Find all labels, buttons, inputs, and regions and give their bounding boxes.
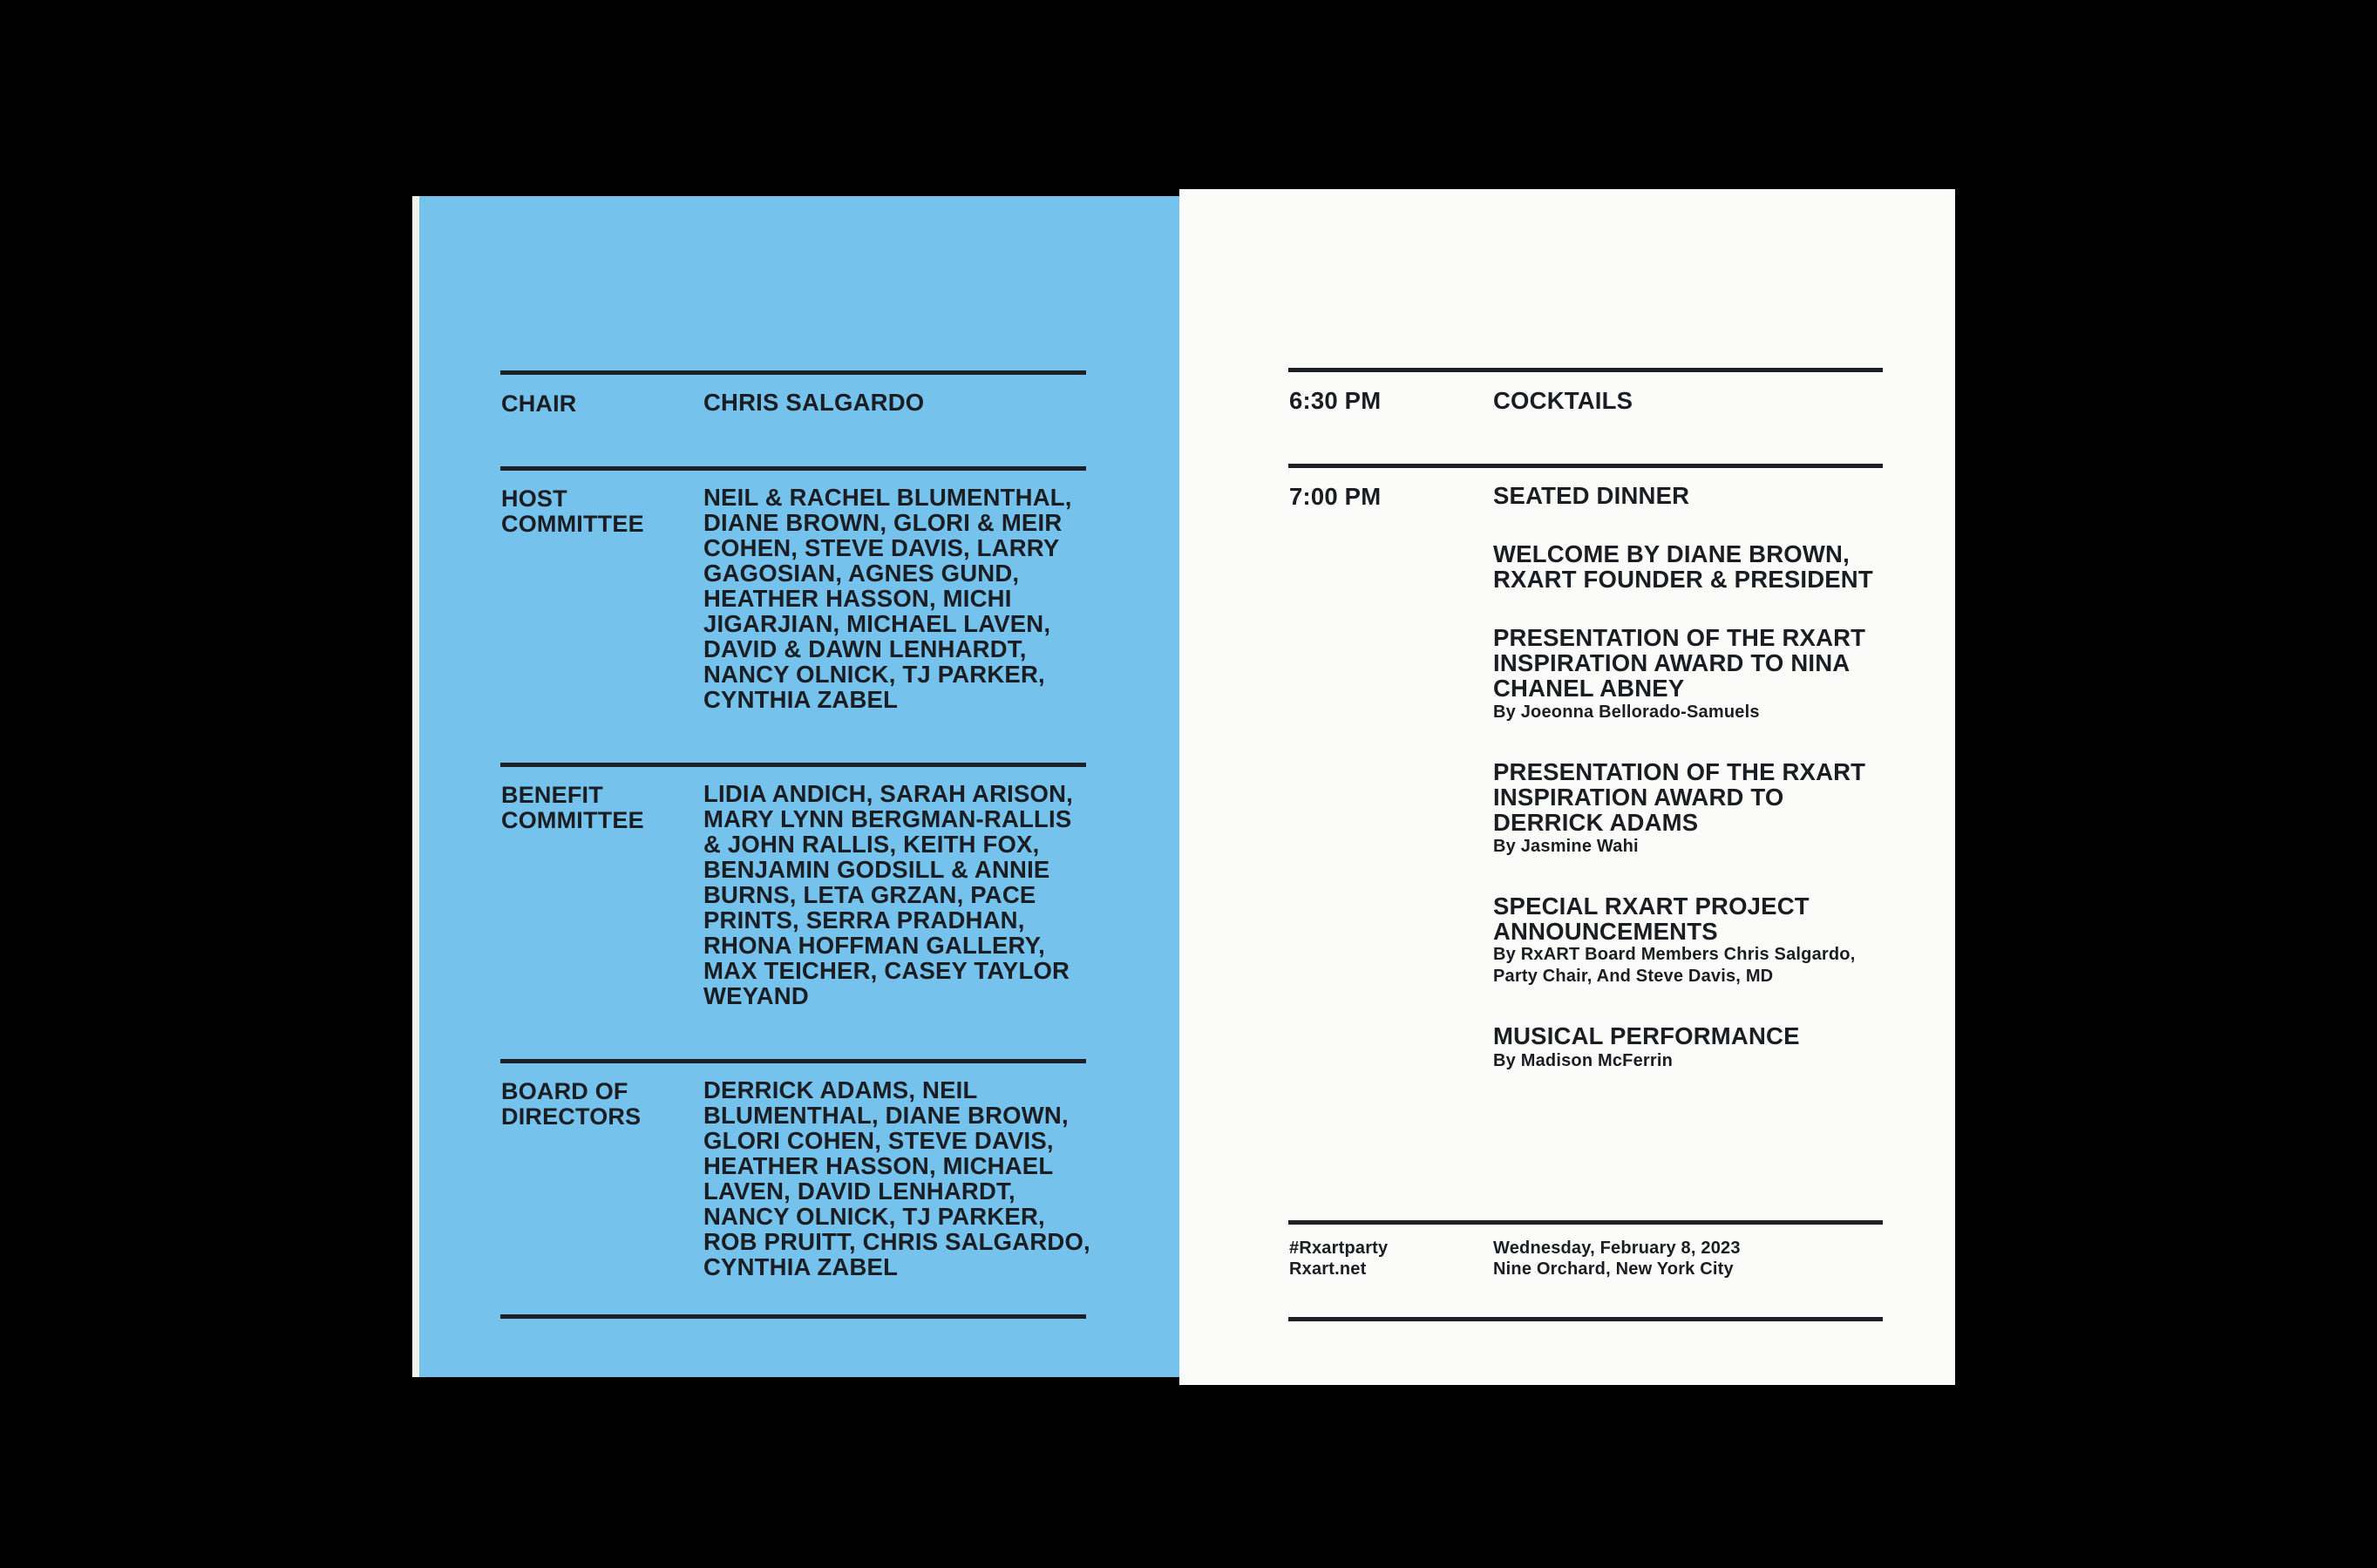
- rule-after-cocktails: [1288, 464, 1883, 468]
- event-title: PRESENTATION OF THE RXART INSPIRATION AWARD TO DERRICK ADAMS: [1493, 758, 1866, 836]
- time-dinner: 7:00 PM: [1289, 483, 1382, 510]
- rule-after-host: [500, 763, 1086, 767]
- rule-after-chair: [500, 466, 1086, 471]
- event-title: SEATED DINNER: [1493, 482, 1690, 509]
- right-page: [1179, 189, 1955, 1385]
- event-title: MUSICAL PERFORMANCE: [1493, 1022, 1800, 1049]
- event-title: SPECIAL RXART PROJECT ANNOUNCEMENTS: [1493, 893, 1810, 945]
- row-names-host-committee: NEIL & RACHEL BLUMENTHAL, DIANE BROWN, GLORI & MEIR COHEN, STEVE DAVIS, LARRY GAGOSIAN, AGNES GUND, HEATHER HASSON, MICHI JIGARJIAN, MICHAEL LAVEN, DAVID & DAWN LENHARDT, NANCY OLNICK, TJ PARKER, CYNTHIA ZABEL: [703, 484, 1072, 713]
- rule-bottom: [500, 1314, 1086, 1319]
- rule-footer-bottom: [1288, 1317, 1883, 1321]
- row-names-board-of-directors: DERRICK ADAMS, NEIL BLUMENTHAL, DIANE BROWN, GLORI COHEN, STEVE DAVIS, HEATHER HASSON, MICHAEL LAVEN, DAVID LENHARDT, NANCY OLNICK, TJ PARKER, ROB PRUITT, CHRIS SALGARDO, CYNTHIA ZABEL: [703, 1076, 1090, 1280]
- event-byline: By Joeonna Bellorado-Samuels: [1493, 703, 1760, 722]
- event-title: WELCOME BY DIANE BROWN, RXART FOUNDER & PRESIDENT: [1493, 540, 1873, 593]
- footer-hashtag: #Rxartparty: [1289, 1239, 1389, 1258]
- rule-top: [1288, 368, 1883, 372]
- event-byline: By Jasmine Wahi: [1493, 837, 1639, 856]
- row-label-benefit-committee: BENEFIT COMMITTEE: [501, 782, 644, 833]
- time-cocktails: 6:30 PM: [1289, 387, 1382, 414]
- rule-footer-top: [1288, 1220, 1883, 1225]
- left-page: [412, 196, 1179, 1377]
- row-label-host-committee: HOST COMMITTEE: [501, 485, 644, 537]
- footer-venue: Nine Orchard, New York City: [1493, 1259, 1734, 1279]
- event-title: COCKTAILS: [1493, 387, 1633, 414]
- rule-top: [500, 370, 1086, 375]
- row-names-chair: CHRIS SALGARDO: [703, 389, 925, 416]
- event-byline: By RxART Board Members Chris Salgardo, Party Chair, And Steve Davis, MD: [1493, 945, 1856, 986]
- row-label-chair: CHAIR: [501, 390, 577, 417]
- event-title: PRESENTATION OF THE RXART INSPIRATION AWARD TO NINA CHANEL ABNEY: [1493, 624, 1866, 702]
- rule-after-benefit: [500, 1059, 1086, 1063]
- row-names-benefit-committee: LIDIA ANDICH, SARAH ARISON, MARY LYNN BERGMAN-RALLIS & JOHN RALLIS, KEITH FOX, BENJAMIN GODSILL & ANNIE BURNS, LETA GRZAN, PACE PRINTS, SERRA PRADHAN, RHONA HOFFMAN GALLERY, MAX TEICHER, CASEY TAYLOR WEYAND: [703, 780, 1074, 1009]
- event-byline: By Madison McFerrin: [1493, 1051, 1674, 1070]
- footer-date: Wednesday, February 8, 2023: [1493, 1239, 1741, 1258]
- footer-website: Rxart.net: [1289, 1259, 1367, 1279]
- row-label-board-of-directors: BOARD OF DIRECTORS: [501, 1078, 642, 1130]
